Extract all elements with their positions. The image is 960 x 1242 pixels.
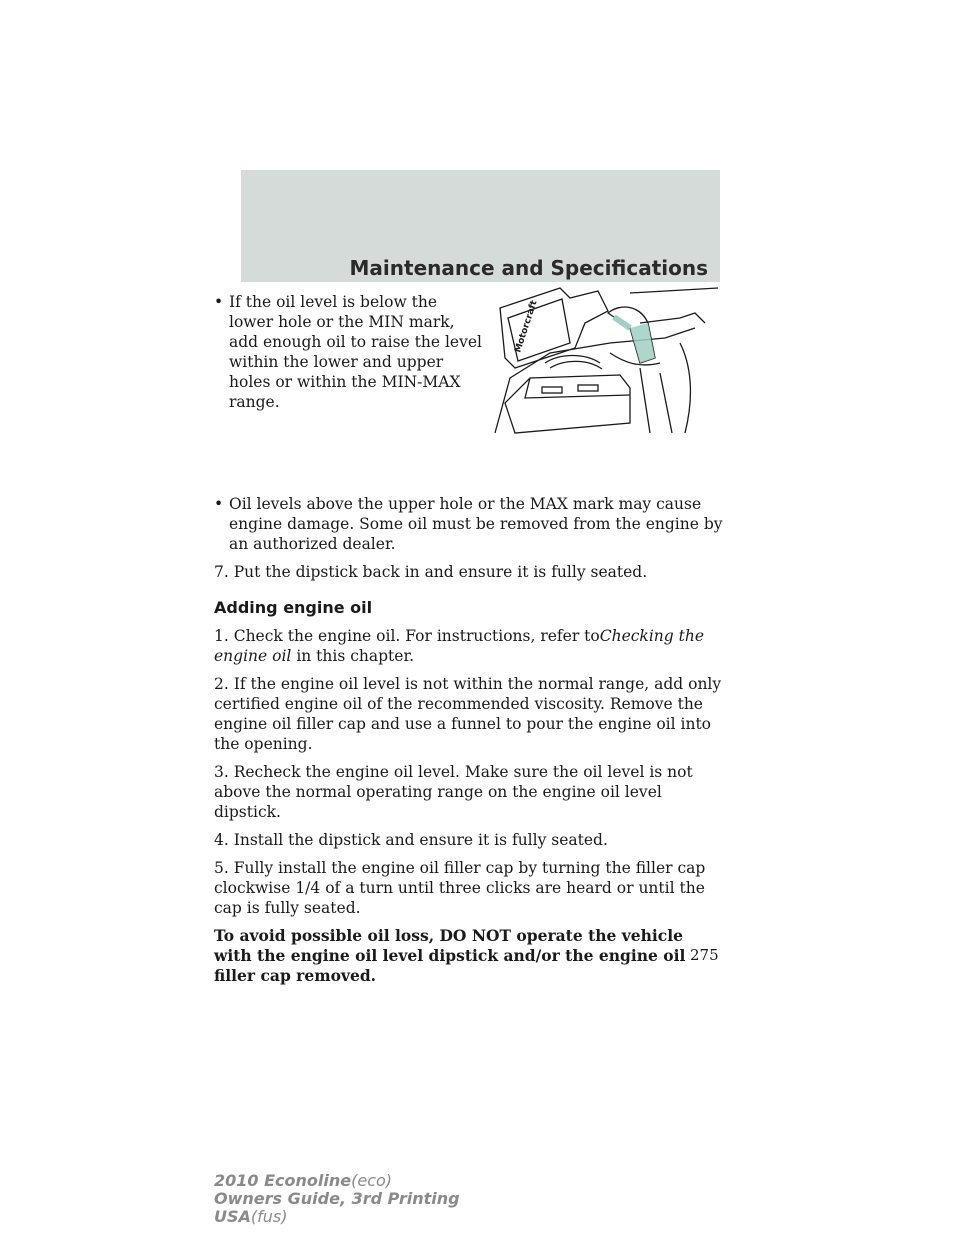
step-1-text: 1. Check the engine oil. For instructions, refer to [214, 627, 600, 645]
section-header [241, 170, 720, 282]
step-5: 5. Fully install the engine oil filler cap by turning the filler cap clockwise 1/4 of a turn until three clicks are heard or until the cap is fully seated. [214, 859, 706, 917]
footer-model: 2010 Econoline [214, 1171, 352, 1190]
step-1-reference: Checking the engine oil [214, 627, 704, 665]
bullet-oil-high: • Oil levels above the upper hole or the MAX mark may cause engine damage. Some oil must be removed from the engine by an authorized dealer. [214, 494, 724, 554]
footer-market: USA [214, 1207, 251, 1226]
step-1-text-end: in this chapter. [296, 647, 415, 665]
section-heading: Adding engine oil [214, 598, 373, 617]
footer [214, 1172, 460, 1226]
footer-market-code: (fus) [250, 1207, 288, 1226]
footer-model-code: (eco) [351, 1171, 393, 1190]
footer-line-1 [214, 1172, 460, 1190]
bottle-label: Motorcraft [513, 299, 540, 354]
step-7: 7. Put the dipstick back in and ensure it is fully seated. [214, 563, 648, 581]
engine-oil-illustration [490, 283, 720, 439]
bullet-oil-low: • If the oil level is below the lower hole or the MIN mark, add enough oil to raise the level within the lower and upper holes or within the MIN-MAX range. [214, 292, 484, 412]
step-3: 3. Recheck the engine oil level. Make sure the oil level is not above the normal operating range on the engine oil level dipstick. [214, 763, 693, 821]
warning-text: To avoid possible oil loss, DO NOT operate the vehicle with the engine oil level dipstick and/or the engine oil filler cap removed. [214, 926, 686, 985]
step-1 [214, 626, 724, 666]
step-4: 4. Install the dipstick and ensure it is fully seated. [214, 831, 608, 849]
section-title: Maintenance and Specifications [349, 256, 708, 280]
page-number: 275 [690, 946, 719, 964]
footer-line-3 [214, 1208, 460, 1226]
footer-line-2: Owners Guide, 3rd Printing [214, 1189, 460, 1208]
step-2: 2. If the engine oil level is not within the normal range, add only certified engine oil of the recommended viscosity. Remove the engine oil filler cap and use a funnel to pour the engine oil into the opening. [214, 675, 722, 753]
